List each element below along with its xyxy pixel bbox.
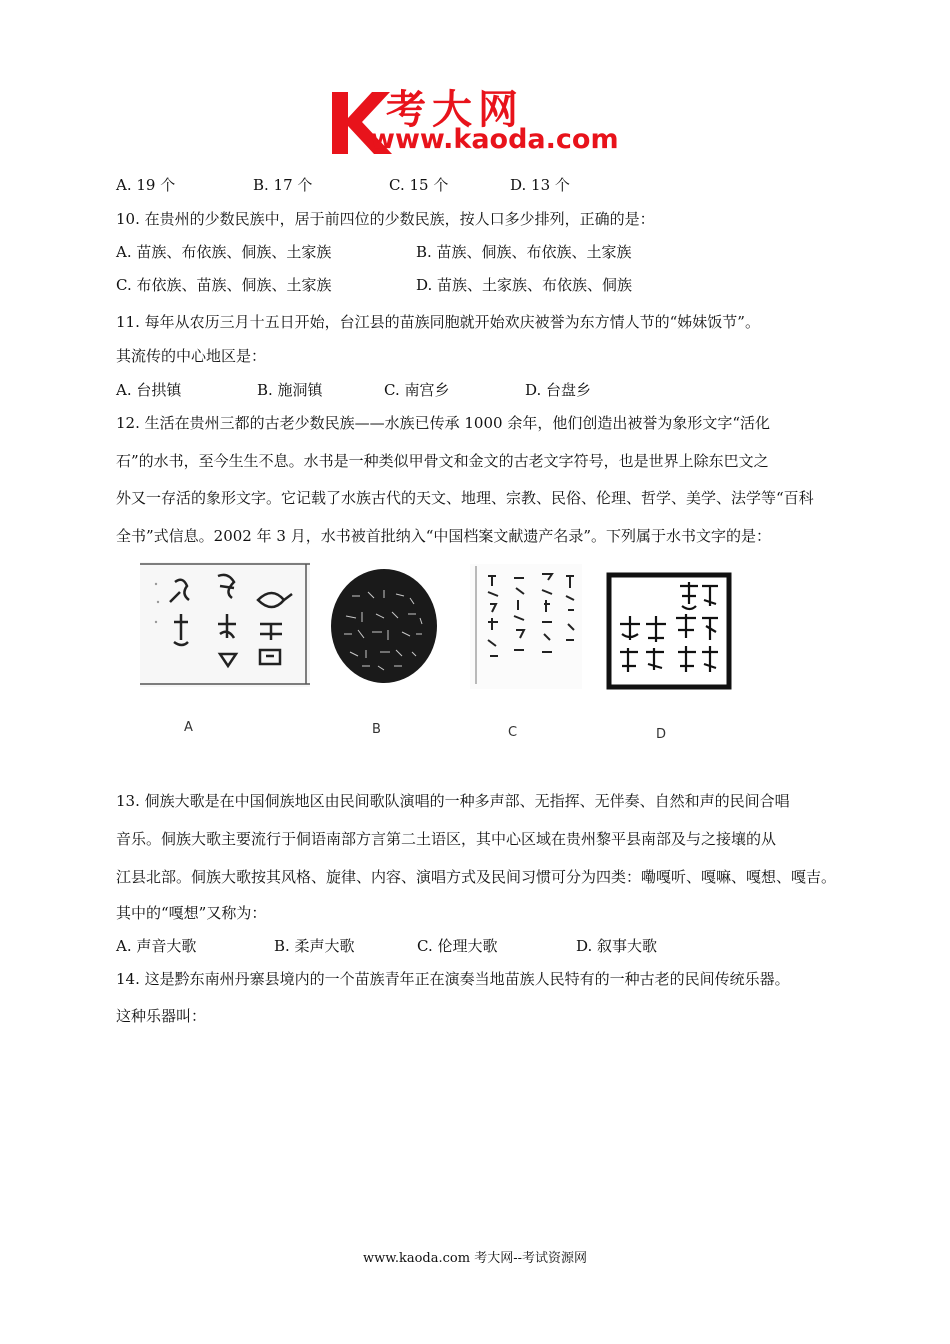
q13-line2: 音乐。侗族大歌主要流行于侗语南部方言第二土语区，其中心区域在贵州黎平县南部及与之接壤的从: [116, 830, 777, 848]
q10-option-d: D. 苗族、土家族、布依族、侗族: [416, 276, 633, 294]
water-script-image-a: [140, 562, 310, 687]
q12-line1: 12. 生活在贵州三都的古老少数民族——水族已传承 1000 余年，他们创造出被誉为象形文字“活化: [116, 414, 771, 432]
image-b-label: B: [372, 722, 381, 737]
q11-option-d: D. 台盘乡: [525, 381, 592, 399]
q13-option-d: D. 叙事大歌: [576, 937, 658, 955]
q12-line2: 石”的水书，至今生生不息。水书是一种类似甲骨文和金文的古老文字符号，也是世界上除东巴文之: [116, 452, 769, 470]
q10-option-a: A. 苗族、布依族、侗族、土家族: [116, 243, 332, 261]
q9-option-a: A. 19 个: [116, 176, 176, 194]
logo-chinese-name: 考大网: [386, 87, 524, 133]
q14-line1: 14. 这是黔东南州丹寨县境内的一个苗族青年正在演奏当地苗族人民特有的一种古老的民间传统乐器。: [116, 970, 790, 988]
bronze-inscription-image-b: [328, 566, 440, 686]
q10-option-c: C. 布依族、苗族、侗族、土家族: [116, 276, 332, 294]
q11-option-a: A. 台拱镇: [116, 381, 182, 399]
q12-line4: 全书”式信息。2002 年 3 月，水书被首批纳入“中国档案文献遗产名录”。下列属于水书文字的是：: [116, 527, 772, 545]
q11-option-b: B. 施洞镇: [257, 381, 323, 399]
q11-option-c: C. 南宫乡: [384, 381, 450, 399]
q13-option-b: B. 柔声大歌: [274, 937, 355, 955]
site-logo[interactable]: [326, 78, 646, 160]
q13-line1: 13. 侗族大歌是在中国侗族地区由民间歌队演唱的一种多声部、无指挥、无伴奏、自然和声的民间合唱: [116, 792, 790, 810]
q11-stem-line2: 其流传的中心地区是：: [116, 347, 267, 365]
image-a-label: A: [184, 720, 193, 735]
manuscript-image-c: [470, 564, 582, 689]
q12-line3: 外又一存活的象形文字。它记载了水族古代的天文、地理、宗教、民俗、伦理、哲学、美学、法学等“百科: [116, 489, 814, 507]
q13-option-a: A. 声音大歌: [116, 937, 197, 955]
q10-stem: 10. 在贵州的少数民族中，居于前四位的少数民族，按人口多少排列，正确的是：: [116, 210, 655, 228]
q13-line4: 其中的“嘎想”又称为：: [116, 904, 267, 922]
page-footer[interactable]: www.kaoda.com 考大网--考试资源网: [363, 1251, 587, 1266]
q11-stem-line1: 11. 每年从农历三月十五日开始，台江县的苗族同胞就开始欢庆被誉为东方情人节的“姊妹饭节”。: [116, 313, 760, 331]
image-d-label: D: [656, 727, 667, 742]
q9-option-d: D. 13 个: [510, 176, 570, 194]
q9-option-c: C. 15 个: [389, 176, 449, 194]
seal-script-image-d: [606, 572, 732, 690]
q12-image-options: [130, 560, 750, 760]
q13-option-c: C. 伦理大歌: [417, 937, 498, 955]
logo-url: www.kaoda.com: [370, 124, 619, 155]
q9-option-b: B. 17 个: [253, 176, 313, 194]
q10-option-b: B. 苗族、侗族、布依族、土家族: [416, 243, 632, 261]
image-c-label: C: [508, 725, 518, 740]
q13-line3: 江县北部。侗族大歌按其风格、旋律、内容、演唱方式及民间习惯可分为四类：嘞嘎听、嘎嘛、嘎想、嘎吉。: [116, 868, 837, 886]
q14-line2: 这种乐器叫：: [116, 1007, 207, 1025]
